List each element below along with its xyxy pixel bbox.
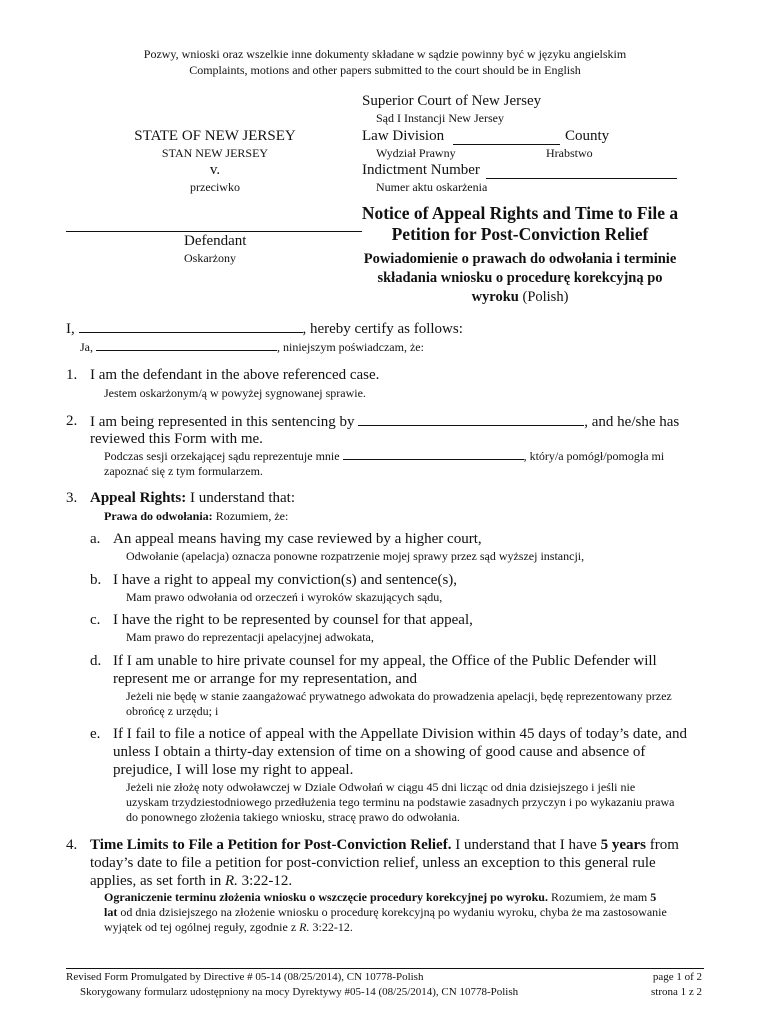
footer-divider bbox=[66, 968, 704, 969]
item-2-text-b: , and he/she has bbox=[584, 414, 680, 430]
state-of-new-jersey: STATE OF NEW JERSEY bbox=[134, 128, 296, 144]
item-3e-polish-line-3: do ponownego złożenia takiego wniosku, stracę prawo do odwołania. bbox=[126, 810, 460, 824]
indictment-number-label: Indictment Number bbox=[362, 162, 480, 178]
footer-revision-english: Revised Form Promulgated by Directive # 05-14 (08/25/2014), CN 10778-Polish bbox=[66, 971, 424, 983]
state-of-new-jersey-polish: STAN NEW JERSEY bbox=[161, 146, 269, 160]
item-3e-line-1: If I fail to file a notice of appeal with the Appellate Division within 45 days of today’s date, and bbox=[113, 726, 688, 742]
form-title-polish-line-1: Powiadomienie o prawach do odwołania i terminie bbox=[363, 251, 677, 267]
form-title-line-2: Petition for Post-Conviction Relief bbox=[391, 224, 649, 244]
time-limits-heading-polish: Ograniczenie terminu złożenia wniosku o wszczęcie procedury korekcyjnej po wyroku. bbox=[104, 890, 548, 904]
item-3e-polish-line-2: uzyskam trzydziestodniowego przedłużenia tego terminu na podstawie zasadnych przyczyn i po wykazaniu prawa bbox=[126, 795, 675, 809]
indictment-number-label-polish: Numer aktu oskarżenia bbox=[376, 180, 488, 194]
item-2-number: 2. bbox=[66, 413, 78, 429]
certify-hereby: , hereby certify as follows: bbox=[302, 321, 463, 337]
header-language-notice-polish: Pozwy, wnioski oraz wszelkie inne dokumenty składane w sądzie powinny być w języku angielskim bbox=[143, 47, 627, 61]
defendant-name-field[interactable] bbox=[66, 231, 362, 232]
footer-page-number-polish: strona 1 z 2 bbox=[650, 986, 702, 998]
item-4-polish-line-2 bbox=[104, 905, 667, 920]
footer-revision-polish: Skorygowany formularz udostępniony na mocy Dyrektywy #05-14 (08/25/2014), CN 10778-Polish bbox=[80, 986, 519, 998]
item-3d-polish-line-2: obrońcę z urzędu; i bbox=[126, 704, 219, 718]
footer-page-number: page 1 of 2 bbox=[652, 971, 702, 983]
appeal-rights-heading: Appeal Rights: bbox=[90, 490, 187, 506]
certify-line-polish bbox=[80, 340, 424, 355]
certifier-name-field-polish[interactable] bbox=[96, 341, 277, 351]
item-4-number: 4. bbox=[66, 837, 78, 853]
item-3c-letter: c. bbox=[90, 612, 101, 628]
item-2-polish-b: , który/a pomógł/pomogła mi bbox=[523, 449, 665, 463]
item-3d-line-2: represent me or arrange for my representation, and bbox=[113, 671, 418, 687]
item-3a-text-polish: Odwołanie (apelacja) oznacza ponowne rozpatrzenie mojej sprawy przez sąd wyższej instancji, bbox=[126, 549, 585, 563]
appeal-rights-understand-polish: Rozumiem, że: bbox=[215, 509, 289, 523]
item-3a-text: An appeal means having my case reviewed by a higher court, bbox=[113, 531, 482, 547]
item-4-rule-r: R. bbox=[224, 873, 238, 889]
item-3b-letter: b. bbox=[90, 572, 102, 588]
item-2-line-1 bbox=[90, 413, 679, 431]
item-4-rule-number: 3:22-12. bbox=[241, 873, 293, 889]
court-name: Superior Court of New Jersey bbox=[362, 93, 542, 109]
certify-ja: Ja, bbox=[80, 340, 93, 354]
item-2-line-2: reviewed this Form with me. bbox=[90, 431, 263, 447]
county-label-polish: Hrabstwo bbox=[546, 146, 593, 160]
certify-niniejszym: , niniejszym poświadczam, że: bbox=[277, 340, 424, 354]
item-4-polish-rule-number: 3:22-12. bbox=[312, 920, 353, 934]
item-3b-text: I have a right to appeal my conviction(s) and sentence(s), bbox=[113, 572, 458, 588]
attorney-name-field-polish[interactable] bbox=[343, 450, 524, 460]
item-4-polish-lat: lat bbox=[104, 905, 118, 919]
item-4-five-years: 5 years bbox=[600, 837, 646, 853]
item-4-understand: I understand that I have bbox=[455, 837, 597, 853]
time-limits-heading: Time Limits to File a Petition for Post-Conviction Relief. bbox=[90, 837, 452, 853]
defendant-label-polish: Oskarżony bbox=[184, 251, 236, 265]
item-3e-line-3: prejudice, I will lose my right to appeal. bbox=[113, 762, 354, 778]
item-4-line-2: today’s date to file a petition for post-conviction relief, unless an exception to this general rule bbox=[90, 855, 656, 871]
item-3b-text-polish: Mam prawo odwołania od orzeczeń i wyroków skazujących sądu, bbox=[126, 590, 443, 604]
item-3c-text: I have the right to be represented by counsel for that appeal, bbox=[113, 612, 473, 628]
item-4-polish-exception: wyjątek od tej ogólnej reguły, zgodnie z bbox=[104, 920, 297, 934]
item-3-heading-polish bbox=[104, 509, 288, 524]
item-2-polish-line-1 bbox=[104, 449, 664, 464]
form-title-polish-wyroku: wyroku bbox=[471, 289, 519, 305]
item-4-polish-understand: Rozumiem, że mam bbox=[550, 890, 648, 904]
defendant-label: Defendant bbox=[184, 233, 247, 249]
item-3e-letter: e. bbox=[90, 726, 101, 742]
certifier-name-field[interactable] bbox=[79, 320, 303, 333]
form-title-line-1: Notice of Appeal Rights and Time to File a bbox=[361, 203, 679, 223]
form-title-polish-line-2: składania wniosku o procedurę korekcyjną po bbox=[377, 270, 663, 286]
indictment-number-field[interactable] bbox=[486, 178, 677, 179]
item-2-text-a: I am being represented in this sentencing by bbox=[90, 414, 355, 430]
item-1-text: I am the defendant in the above referenced case. bbox=[90, 367, 380, 383]
county-label: County bbox=[565, 128, 610, 144]
item-3-heading bbox=[90, 490, 295, 507]
item-3d-polish-line-1: Jeżeli nie będę w stanie zaangażować prywatnego adwokata do prowadzenia apelacji, będę reprezentowany przez bbox=[126, 689, 672, 703]
item-4-line-1 bbox=[90, 837, 679, 854]
item-4-polish-line-3 bbox=[104, 920, 353, 935]
form-title-language: (Polish) bbox=[522, 289, 569, 305]
appeal-rights-understand: I understand that: bbox=[190, 490, 295, 506]
item-4-from: from bbox=[649, 837, 679, 853]
item-1-number: 1. bbox=[66, 367, 78, 383]
item-3-number: 3. bbox=[66, 490, 78, 506]
appeal-rights-heading-polish: Prawa do odwołania: bbox=[104, 509, 213, 523]
item-3d-letter: d. bbox=[90, 653, 102, 669]
item-4-polish-five: 5 bbox=[650, 890, 657, 904]
item-3a-letter: a. bbox=[90, 531, 101, 547]
certify-i: I, bbox=[66, 321, 75, 337]
item-4-polish-line-1 bbox=[104, 890, 656, 905]
versus-label: v. bbox=[209, 162, 221, 178]
item-2-polish-line-2: zapoznać się z tym formularzem. bbox=[104, 464, 263, 478]
item-4-applies: applies, as set forth in bbox=[90, 873, 222, 889]
versus-label-polish: przeciwko bbox=[190, 180, 240, 194]
law-division-label: Law Division bbox=[362, 128, 445, 144]
certify-line bbox=[66, 320, 463, 338]
form-title-polish-line-3 bbox=[340, 289, 700, 306]
item-3c-text-polish: Mam prawo do reprezentacji apelacyjnej adwokata, bbox=[126, 630, 374, 644]
item-3e-line-2: unless I obtain a thirty-day extension of time on a showing of good cause and absence of bbox=[113, 744, 646, 760]
court-name-polish: Sąd I Instancji New Jersey bbox=[376, 111, 504, 125]
item-4-line-3 bbox=[90, 873, 292, 890]
item-4-polish-rule-r: R. bbox=[299, 920, 310, 934]
item-4-polish-text: od dnia dzisiejszego na złożenie wniosku o procedurę korekcyjną po wydaniu wyroku, chyba że ma zastosowanie bbox=[120, 905, 667, 919]
header-language-notice-english: Complaints, motions and other papers submitted to the court should be in English bbox=[189, 63, 581, 77]
item-2-polish-a: Podczas sesji orzekającej sądu reprezentuje mnie bbox=[104, 449, 340, 463]
item-3e-polish-line-1: Jeżeli nie złożę noty odwoławczej w Dziale Odwołań w ciągu 45 dni licząc od dnia dzisiejszego i jeśli nie bbox=[126, 780, 636, 794]
item-1-text-polish: Jestem oskarżonym/ą w powyżej sygnowanej sprawie. bbox=[104, 386, 366, 400]
item-3d-line-1: If I am unable to hire private counsel for my appeal, the Office of the Public Defender will bbox=[113, 653, 657, 669]
county-name-field[interactable] bbox=[453, 144, 560, 145]
law-division-label-polish: Wydział Prawny bbox=[376, 146, 456, 160]
attorney-name-field[interactable] bbox=[358, 413, 584, 426]
